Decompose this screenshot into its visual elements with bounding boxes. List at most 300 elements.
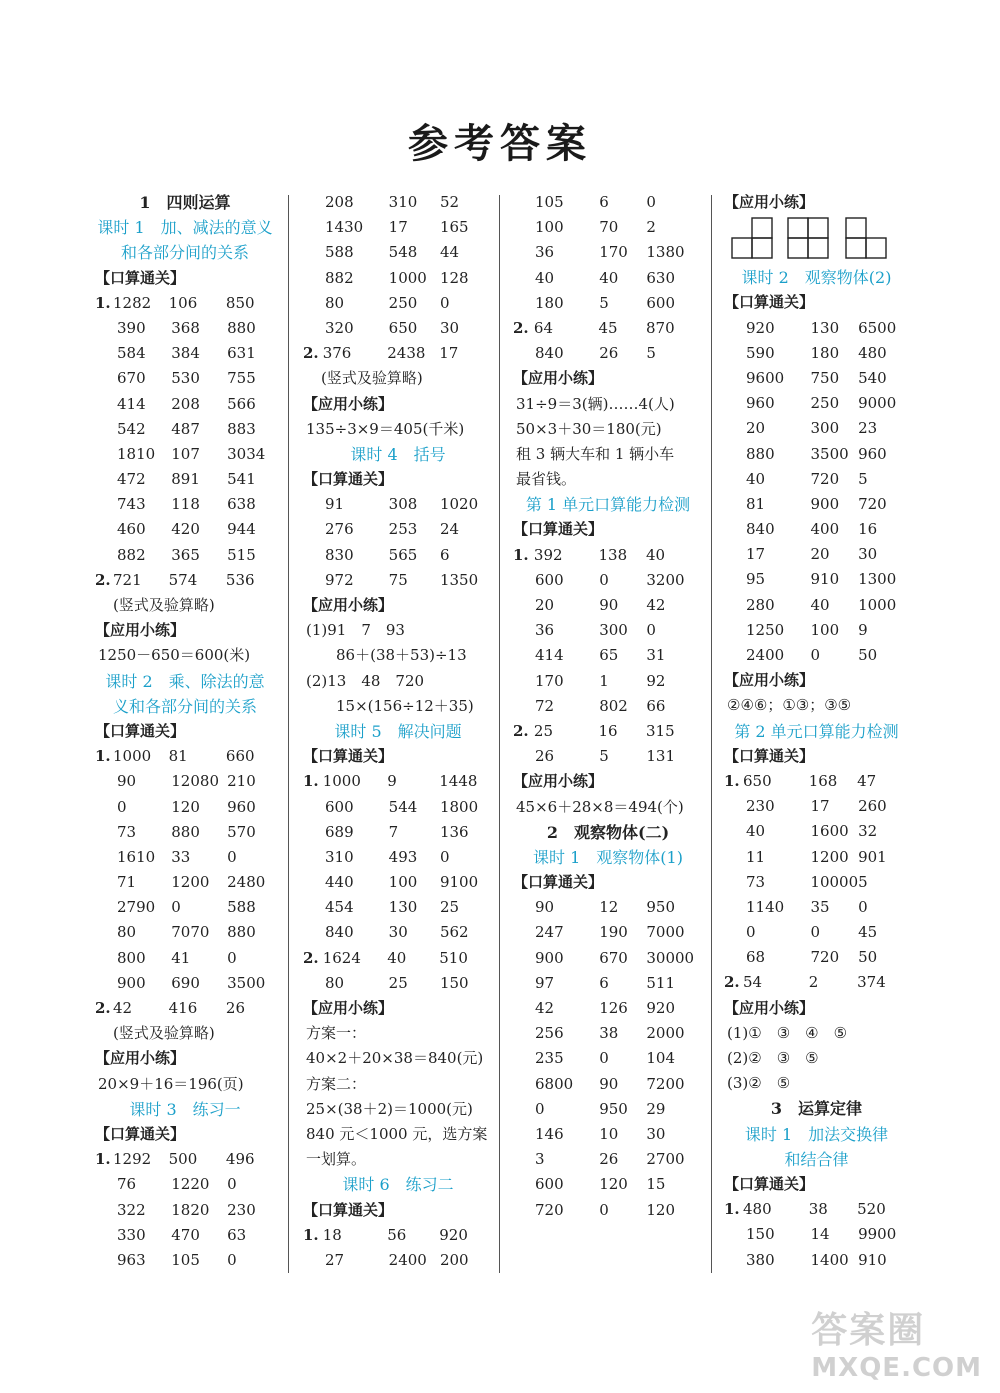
answer-value: 126 [599,999,628,1017]
answer-row [513,895,703,920]
answer-value: 6 [439,545,450,564]
answer-value: 368 [171,318,200,337]
answer-row [724,492,909,517]
answer-value: 130 [388,898,418,917]
answer-row [513,1147,703,1172]
answer-value: 493 [388,847,418,866]
answer-row [303,946,493,971]
answer-row [724,366,909,391]
answer-text: 135÷3×9＝405(千米) [306,419,465,438]
answer-value: 1 [599,671,609,690]
answer-value: 24 [439,520,460,539]
answer-value: 650 [743,771,772,790]
answer-value: 1400 [810,1250,849,1269]
subsection-label: 【应用小练】 [724,671,815,690]
answer-row [724,845,909,870]
answer-value: 1292 [113,1150,152,1169]
lesson-heading: 课时 4 括号 [350,444,446,464]
answer-value: 1020 [439,495,479,514]
answer-row [513,266,703,291]
answer-row [724,945,909,970]
subsection-label: 【口算通关】 [95,721,186,740]
answer-value: 10000 [810,872,859,891]
answer-row [95,1223,275,1248]
answer-value: 1000 [388,268,427,287]
answer-value: 72 [535,696,555,715]
answer-row [724,517,909,542]
answer-column-3 [513,190,703,1223]
answer-value: 2000 [646,1024,685,1043]
lesson-heading: 课时 5 解决问题 [334,721,462,741]
answer-value: 17 [388,218,408,237]
answer-value: 180 [535,293,564,312]
answer-value: 95 [746,570,766,589]
lesson-heading: 课时 1 观察物体(1) [533,847,683,867]
answer-row [95,341,275,366]
answer-value: 376 [322,344,352,363]
answer-text: (1)91 7 93 [306,621,405,640]
answer-value: 0 [858,897,868,916]
answer-value: 690 [171,973,200,992]
answer-value: 365 [171,545,200,564]
answer-value: 5 [858,872,868,891]
answer-row [95,845,275,870]
answer-row [303,291,493,316]
answer-value: 850 [225,293,255,312]
answer-value: 76 [117,1175,137,1194]
answer-value: 7000 [646,923,685,942]
answer-row [95,870,275,895]
answer-text: 方案一： [306,1024,367,1043]
answer-value: 566 [227,394,256,413]
answer-value: 30 [858,545,878,564]
answer-row [303,769,493,794]
question-number: 2. [95,999,111,1017]
answer-value: 106 [168,293,198,312]
answer-value: 25 [388,973,408,992]
answer-value: 0 [227,1250,237,1269]
answer-row [513,669,703,694]
answer-value: 230 [227,1200,256,1219]
answer-row [95,946,275,971]
cube-view-drawings [728,215,898,261]
answer-value: 310 [325,847,354,866]
question-number: 1. [303,1225,319,1244]
answer-value: 235 [535,1049,564,1068]
answer-row [724,920,909,945]
answer-text: 40×2＋20×38＝840(元) [306,1049,484,1068]
answer-value: 42 [646,596,666,614]
answer-row [95,795,275,820]
answer-value: 600 [646,293,676,312]
answer-value: 107 [171,444,200,463]
answer-value: 20 [810,545,830,564]
answer-value: 320 [325,318,354,337]
answer-value: 5 [599,293,609,312]
answer-row [95,1248,275,1273]
answer-value: 0 [227,948,237,967]
answer-value: 536 [225,570,255,589]
question-number: 1. [724,1200,740,1219]
answer-row [724,442,909,467]
subsection-label: 【口算通关】 [95,1124,186,1143]
answer-value: 26 [535,747,555,766]
answer-value: 10 [599,1124,619,1143]
answer-row [303,492,493,517]
answer-value: 300 [599,621,628,640]
answer-value: 500 [168,1150,198,1169]
subsection-label: 【口算通关】 [303,747,394,766]
answer-value: 1448 [439,772,478,791]
answer-row [303,568,493,593]
answer-value: 720 [810,948,840,967]
answer-row [95,467,275,492]
answer-row [303,1223,493,1248]
answer-value: 570 [227,822,256,841]
answer-value: 16 [598,721,618,740]
answer-value: 390 [117,318,146,337]
answer-value: 3 [535,1150,545,1169]
answer-value: 35 [810,897,830,916]
answer-value: 256 [535,1024,564,1043]
answer-value: 180 [810,343,840,362]
answer-row [513,190,703,215]
answer-value: 315 [646,721,675,740]
answer-value: 66 [646,696,666,715]
subsection-label: 【口算通关】 [95,268,186,287]
answer-value: 720 [810,469,840,488]
answer-value: 1350 [439,570,479,589]
answer-row [303,341,493,366]
answer-value: 130 [810,318,840,337]
answer-value: 30 [439,318,460,337]
answer-row [303,920,493,945]
answer-row [95,543,275,568]
lesson-heading: 第 2 单元口算能力检测 [734,721,899,741]
answer-value: 900 [535,948,564,967]
answer-text: 31÷9＝3(辆)……4(人) [516,394,675,413]
subsection-label: 【口算通关】 [513,873,604,892]
answer-row [513,1046,703,1071]
answer-text: 25×(38＋2)＝1000(元) [306,1099,473,1118]
lesson-heading: 第 1 单元口算能力检测 [525,495,691,515]
answer-value: 38 [599,1024,619,1043]
answer-value: 40 [535,268,555,287]
answer-value: 1380 [646,243,685,262]
answer-value: 165 [439,218,469,237]
subsection-label: 【口算通关】 [303,1200,394,1219]
subsection-label: 【应用小练】 [513,369,604,388]
answer-value: 2 [808,973,819,992]
answer-value: 1300 [858,570,897,589]
answer-value: 40 [599,268,619,287]
answer-value: 26 [225,999,245,1017]
answer-value: 40 [746,469,766,488]
answer-value: 44 [439,243,460,262]
subsection-label: 【应用小练】 [513,772,604,791]
answer-value: 7 [388,822,399,841]
answer-value: 6500 [858,318,897,337]
answer-text: 86＋(38＋53)÷13 [306,646,467,665]
answer-row [95,769,275,794]
question-number: 2. [303,948,319,967]
answer-value: 1600 [810,822,849,841]
answer-value: 963 [117,1250,146,1269]
answer-row [95,744,275,769]
answer-text: 租 3 辆大车和 1 辆小车 [516,444,675,463]
answer-value: 548 [388,243,418,262]
answer-value: 901 [858,847,887,866]
question-number: 1. [95,1150,111,1169]
answer-value: 511 [646,973,676,992]
subsection-label: 【应用小练】 [724,193,815,211]
answer-value: 630 [646,268,676,287]
answer-value: 588 [227,898,256,917]
watermark-url: MXQE.COM [811,1353,982,1383]
answer-row [95,568,275,593]
answer-value: 26 [599,1150,619,1169]
answer-value: 882 [117,545,146,564]
answer-value: 9000 [858,394,897,413]
answer-value: 100 [535,218,564,237]
answer-value: 1624 [322,948,361,967]
answer-value: 1610 [117,847,156,866]
answer-value: 25 [439,898,460,917]
answer-row [724,416,909,441]
answer-value: 45 [598,318,618,337]
answer-value: 972 [325,570,354,589]
answer-value: 562 [439,923,469,942]
answer-value: 840 [746,520,775,539]
answer-value: 515 [227,545,256,564]
answer-value: 30000 [646,948,695,967]
answer-value: 600 [535,1175,564,1194]
answer-value: 520 [857,1200,886,1219]
answer-row [724,1222,909,1247]
answer-row [303,870,493,895]
answer-value: 1820 [171,1200,210,1219]
answer-value: 208 [325,193,354,211]
answer-value: 42 [535,999,555,1017]
answer-row [513,291,703,316]
answer-value: 1000 [322,772,361,791]
question-number: 1. [95,293,111,312]
answer-value: 910 [810,570,840,589]
question-number: 1. [724,771,740,790]
lesson-heading: 课时 2 乘、除法的意 [105,671,265,691]
answer-row [303,845,493,870]
answer-value: 56 [387,1225,407,1244]
answer-row [95,920,275,945]
answer-row [724,618,909,643]
answer-value: 300 [810,419,840,438]
answer-value: 830 [325,545,354,564]
answer-column-1 [95,190,275,1273]
answer-row [303,795,493,820]
answer-value: 5 [646,344,656,363]
answer-row [95,517,275,542]
answer-value: 250 [388,293,418,312]
answer-value: 47 [857,771,877,790]
answer-text: 最省钱。 [516,470,577,489]
answer-row [724,567,909,592]
answer-value: 128 [439,268,469,287]
answer-value: 105 [171,1250,200,1269]
answer-row [513,341,703,366]
answer-value: 120 [171,797,200,816]
answer-value: 54 [743,973,763,992]
answer-value: 0 [599,1049,609,1068]
section-heading: 1 四则运算 [139,193,231,212]
answer-value: 260 [858,797,887,816]
answer-value: 5 [599,747,609,766]
answer-value: 3500 [227,973,266,992]
answer-value: 7200 [646,1074,685,1093]
answer-value: 71 [117,873,137,892]
answer-value: 416 [168,999,198,1017]
answer-text: 1250－650＝600(米) [98,646,251,665]
answer-value: 230 [746,797,775,816]
answer-value: 20 [535,596,555,614]
answer-value: 80 [325,293,345,312]
answer-value: 11 [746,847,766,866]
answer-value: 65 [599,646,619,665]
question-number: 2. [513,721,529,740]
answer-value: 660 [225,747,255,766]
answer-value: 2438 [387,344,426,363]
answer-row [95,366,275,391]
answer-value: 470 [171,1225,200,1244]
answer-column-2 [303,190,493,1273]
answer-row [513,719,703,744]
answer-value: 944 [227,520,256,539]
answer-value: 750 [810,368,840,387]
page-title: 参考答案 [408,120,592,167]
answer-text: (1)① ③ ④ ⑤ [727,1023,848,1042]
answer-row [303,543,493,568]
answer-value: 42 [113,999,133,1017]
answer-row [513,215,703,240]
answer-value: 920 [646,999,676,1017]
answer-row [513,920,703,945]
answer-value: 1810 [117,444,156,463]
answer-row [513,543,703,568]
answer-value: 81 [746,494,766,513]
answer-value: 883 [227,419,256,438]
column-divider [499,195,500,1273]
answer-row [303,820,493,845]
question-number: 1. [95,747,111,766]
answer-value: 12 [599,898,619,917]
answer-value: 136 [439,822,469,841]
subsection-label: 【应用小练】 [95,621,186,640]
answer-value: 910 [858,1250,887,1269]
answer-value: 800 [117,948,146,967]
answer-value: 6 [599,193,609,211]
column-divider [711,195,712,1273]
answer-value: 15 [646,1175,666,1194]
subsection-label: 【口算通关】 [724,1174,815,1193]
answer-value: 540 [858,368,887,387]
answer-row [724,970,909,995]
answer-value: 0 [171,898,181,917]
answer-value: 721 [113,570,142,589]
answer-value: 1220 [171,1175,210,1194]
watermark-logo-text: 答案圈 [811,1310,926,1351]
answer-value: 840 [325,923,354,942]
answer-value: 480 [858,343,887,362]
answer-value: 40 [646,545,666,564]
answer-row [95,392,275,417]
answer-value: 3500 [810,444,849,463]
answer-text: 15×(156÷12＋35) [306,696,474,715]
answer-row [724,819,909,844]
answer-value: 32 [858,822,878,841]
answer-value: 80 [325,973,345,992]
answer-value: 118 [171,495,200,514]
answer-value: 31 [646,646,666,665]
answer-row [95,442,275,467]
lesson-heading: 和各部分间的关系 [120,243,249,263]
answer-value: 420 [171,520,200,539]
answer-row [513,1072,703,1097]
answer-value: 81 [168,747,188,766]
subsection-label: 【口算通关】 [724,293,815,312]
answer-text: (3)② ⑤ [727,1074,791,1093]
answer-text: 45×6＋28×8＝494(个) [516,797,684,816]
answer-value: 2790 [117,898,156,917]
answer-value: 0 [117,797,127,816]
answer-value: 9100 [439,873,479,892]
answer-value: 0 [535,1099,545,1118]
answer-value: 0 [810,646,821,664]
answer-value: 33 [171,847,191,866]
section-heading: 3 运算定律 [770,1099,863,1119]
subsection-label: 【应用小练】 [303,999,394,1017]
answer-row [513,1198,703,1223]
answer-value: 1430 [325,218,364,237]
answer-value: 91 [325,495,345,514]
answer-row [513,240,703,265]
answer-value: 131 [646,747,676,766]
answer-value: 210 [227,772,256,791]
answer-value: 40 [810,595,830,614]
answer-row [513,946,703,971]
answer-value: 29 [646,1099,666,1118]
answer-value: 2480 [227,873,266,892]
answer-value: 755 [227,369,256,388]
answer-value: 960 [227,797,256,816]
question-number: 1. [303,772,319,791]
answer-value: 90 [117,772,137,791]
answer-value: 802 [599,696,628,715]
answer-value: 600 [325,797,354,816]
answer-value: 0 [227,847,237,866]
answer-value: 75 [388,570,408,589]
answer-text: (2)② ③ ⑤ [727,1049,819,1067]
answer-value: 30 [646,1124,666,1143]
answer-value: 70 [599,218,619,237]
answer-value: 150 [746,1225,775,1244]
answer-value: 414 [535,646,564,665]
answer-value: 208 [171,394,200,413]
answer-value: 9600 [746,368,785,387]
answer-value: 1200 [171,873,210,892]
lesson-heading: 和结合律 [784,1149,849,1169]
answer-value: 68 [746,948,766,967]
subsection-label: 【应用小练】 [303,596,394,614]
answer-value: 2 [646,218,656,237]
